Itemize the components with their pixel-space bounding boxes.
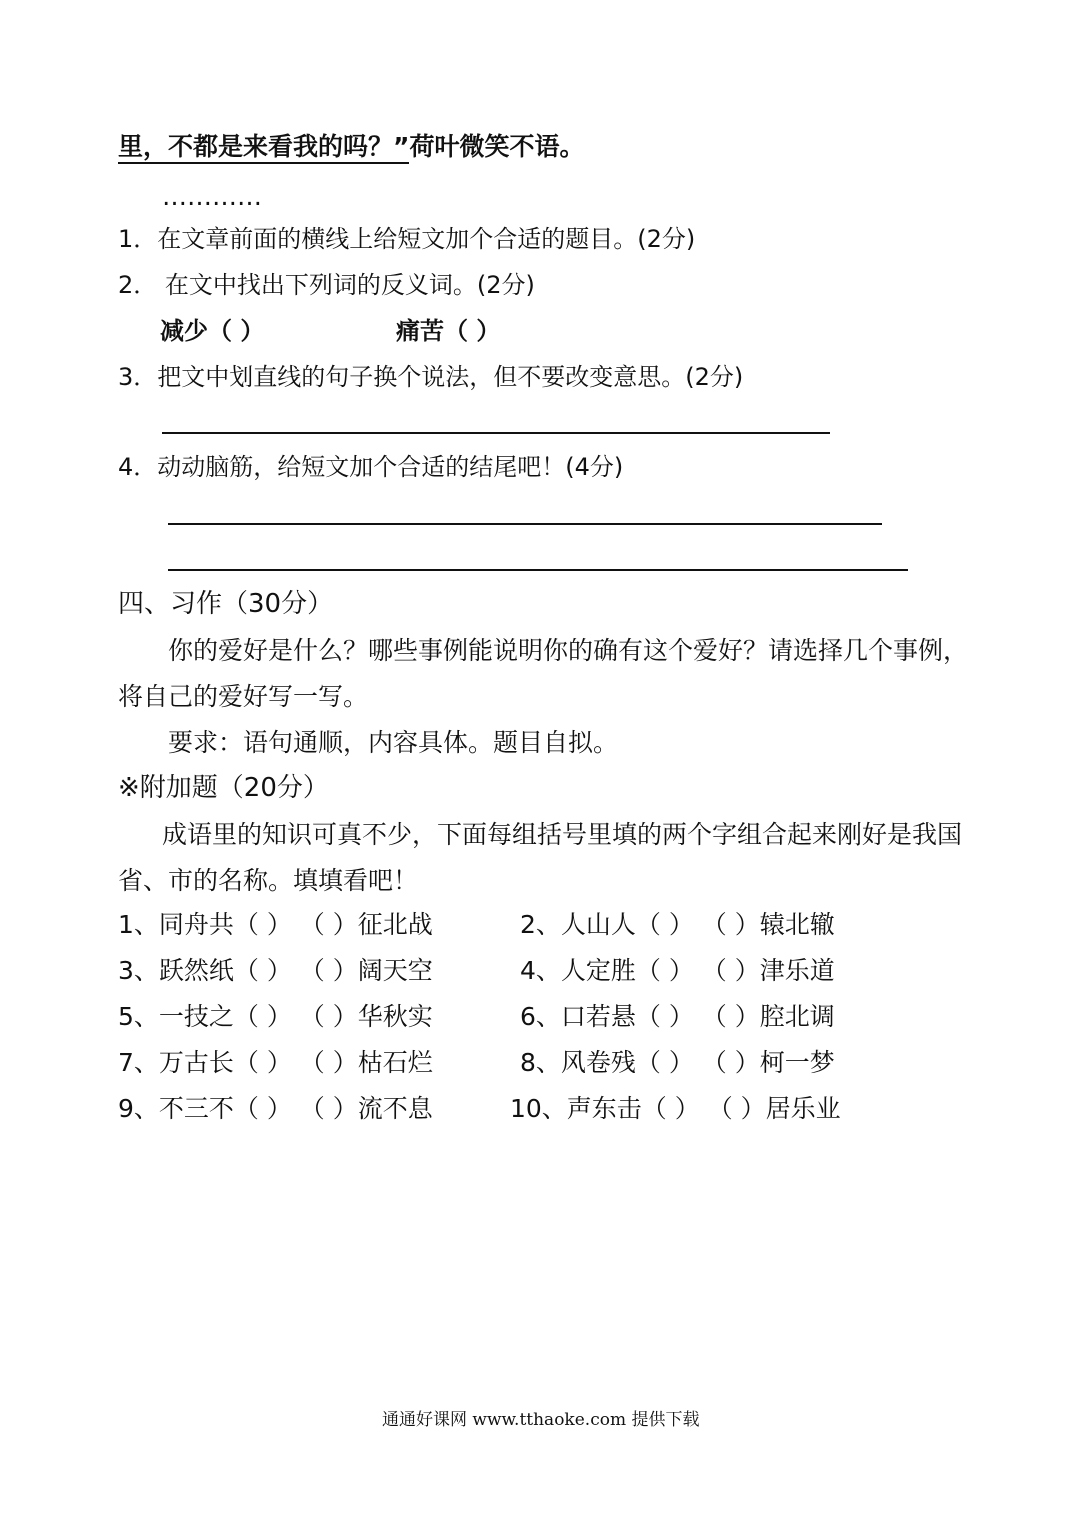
idiom-item-3: 3、跃然纸（ ） （ ）阔天空 [118, 956, 433, 985]
composition-para-line-1: 你的爱好是什么？哪些事例能说明你的确有这个爱好？请选择几个事例， [168, 636, 969, 665]
composition-requirement: 要求：语句通顺，内容具体。题目自拟。 [168, 728, 619, 757]
idiom-item-9: 9、不三不（ ） （ ）流不息 [118, 1094, 433, 1123]
ellipsis: ………… [162, 182, 262, 211]
idiom-item-8: 8、风卷残（ ） （ ）柯一梦 [520, 1048, 835, 1077]
composition-heading: 四、习作（30分） [118, 589, 334, 619]
question-2: 2． 在文中找出下列词的反义词。(2分) [118, 271, 535, 299]
question-3: 3．把文中划直线的句子换个说法，但不要改变意思。(2分) [118, 363, 744, 391]
bonus-intro-line-1: 成语里的知识可真不少，下面每组括号里填的两个字组合起来刚好是我国 [162, 820, 963, 849]
idiom-item-2: 2、人山人（ ） （ ）辕北辙 [520, 910, 835, 939]
bonus-intro-line-2: 省、市的名称。填填看吧！ [118, 866, 419, 895]
answer-line-q4-1[interactable] [168, 523, 882, 525]
antonym-word-2: 痛苦（ ） [396, 317, 501, 345]
idiom-item-7: 7、万古长（ ） （ ）枯石烂 [118, 1048, 433, 1077]
question-1: 1．在文章前面的横线上给短文加个合适的题目。(2分) [118, 225, 696, 253]
question-4: 4．动动脑筋，给短文加个合适的结尾吧！(4分) [118, 453, 624, 481]
composition-para-line-2: 将自己的爱好写一写。 [118, 682, 369, 711]
bonus-heading: ※附加题（20分） [118, 773, 329, 803]
idiom-item-4: 4、人定胜（ ） （ ）津乐道 [520, 956, 835, 985]
idiom-item-5: 5、一技之（ ） （ ）华秋实 [118, 1002, 433, 1031]
idiom-item-1: 1、同舟共（ ） （ ）征北战 [118, 910, 433, 939]
antonym-word-1: 减少（ ） [160, 317, 265, 345]
answer-line-q4-2[interactable] [168, 569, 908, 571]
passage-rest: 荷叶微笑不语。 [409, 132, 585, 161]
answer-line-q3[interactable] [162, 432, 830, 434]
idiom-item-10: 10、声东击（ ） （ ）居乐业 [510, 1094, 841, 1123]
passage-last-line [118, 132, 584, 162]
underlined-sentence: 里，不都是来看我的吗？” [118, 132, 409, 164]
idiom-item-6: 6、口若悬（ ） （ ）腔北调 [520, 1002, 835, 1031]
footer-text: 通通好课网 www.tthaoke.com 提供下载 [382, 1410, 700, 1430]
